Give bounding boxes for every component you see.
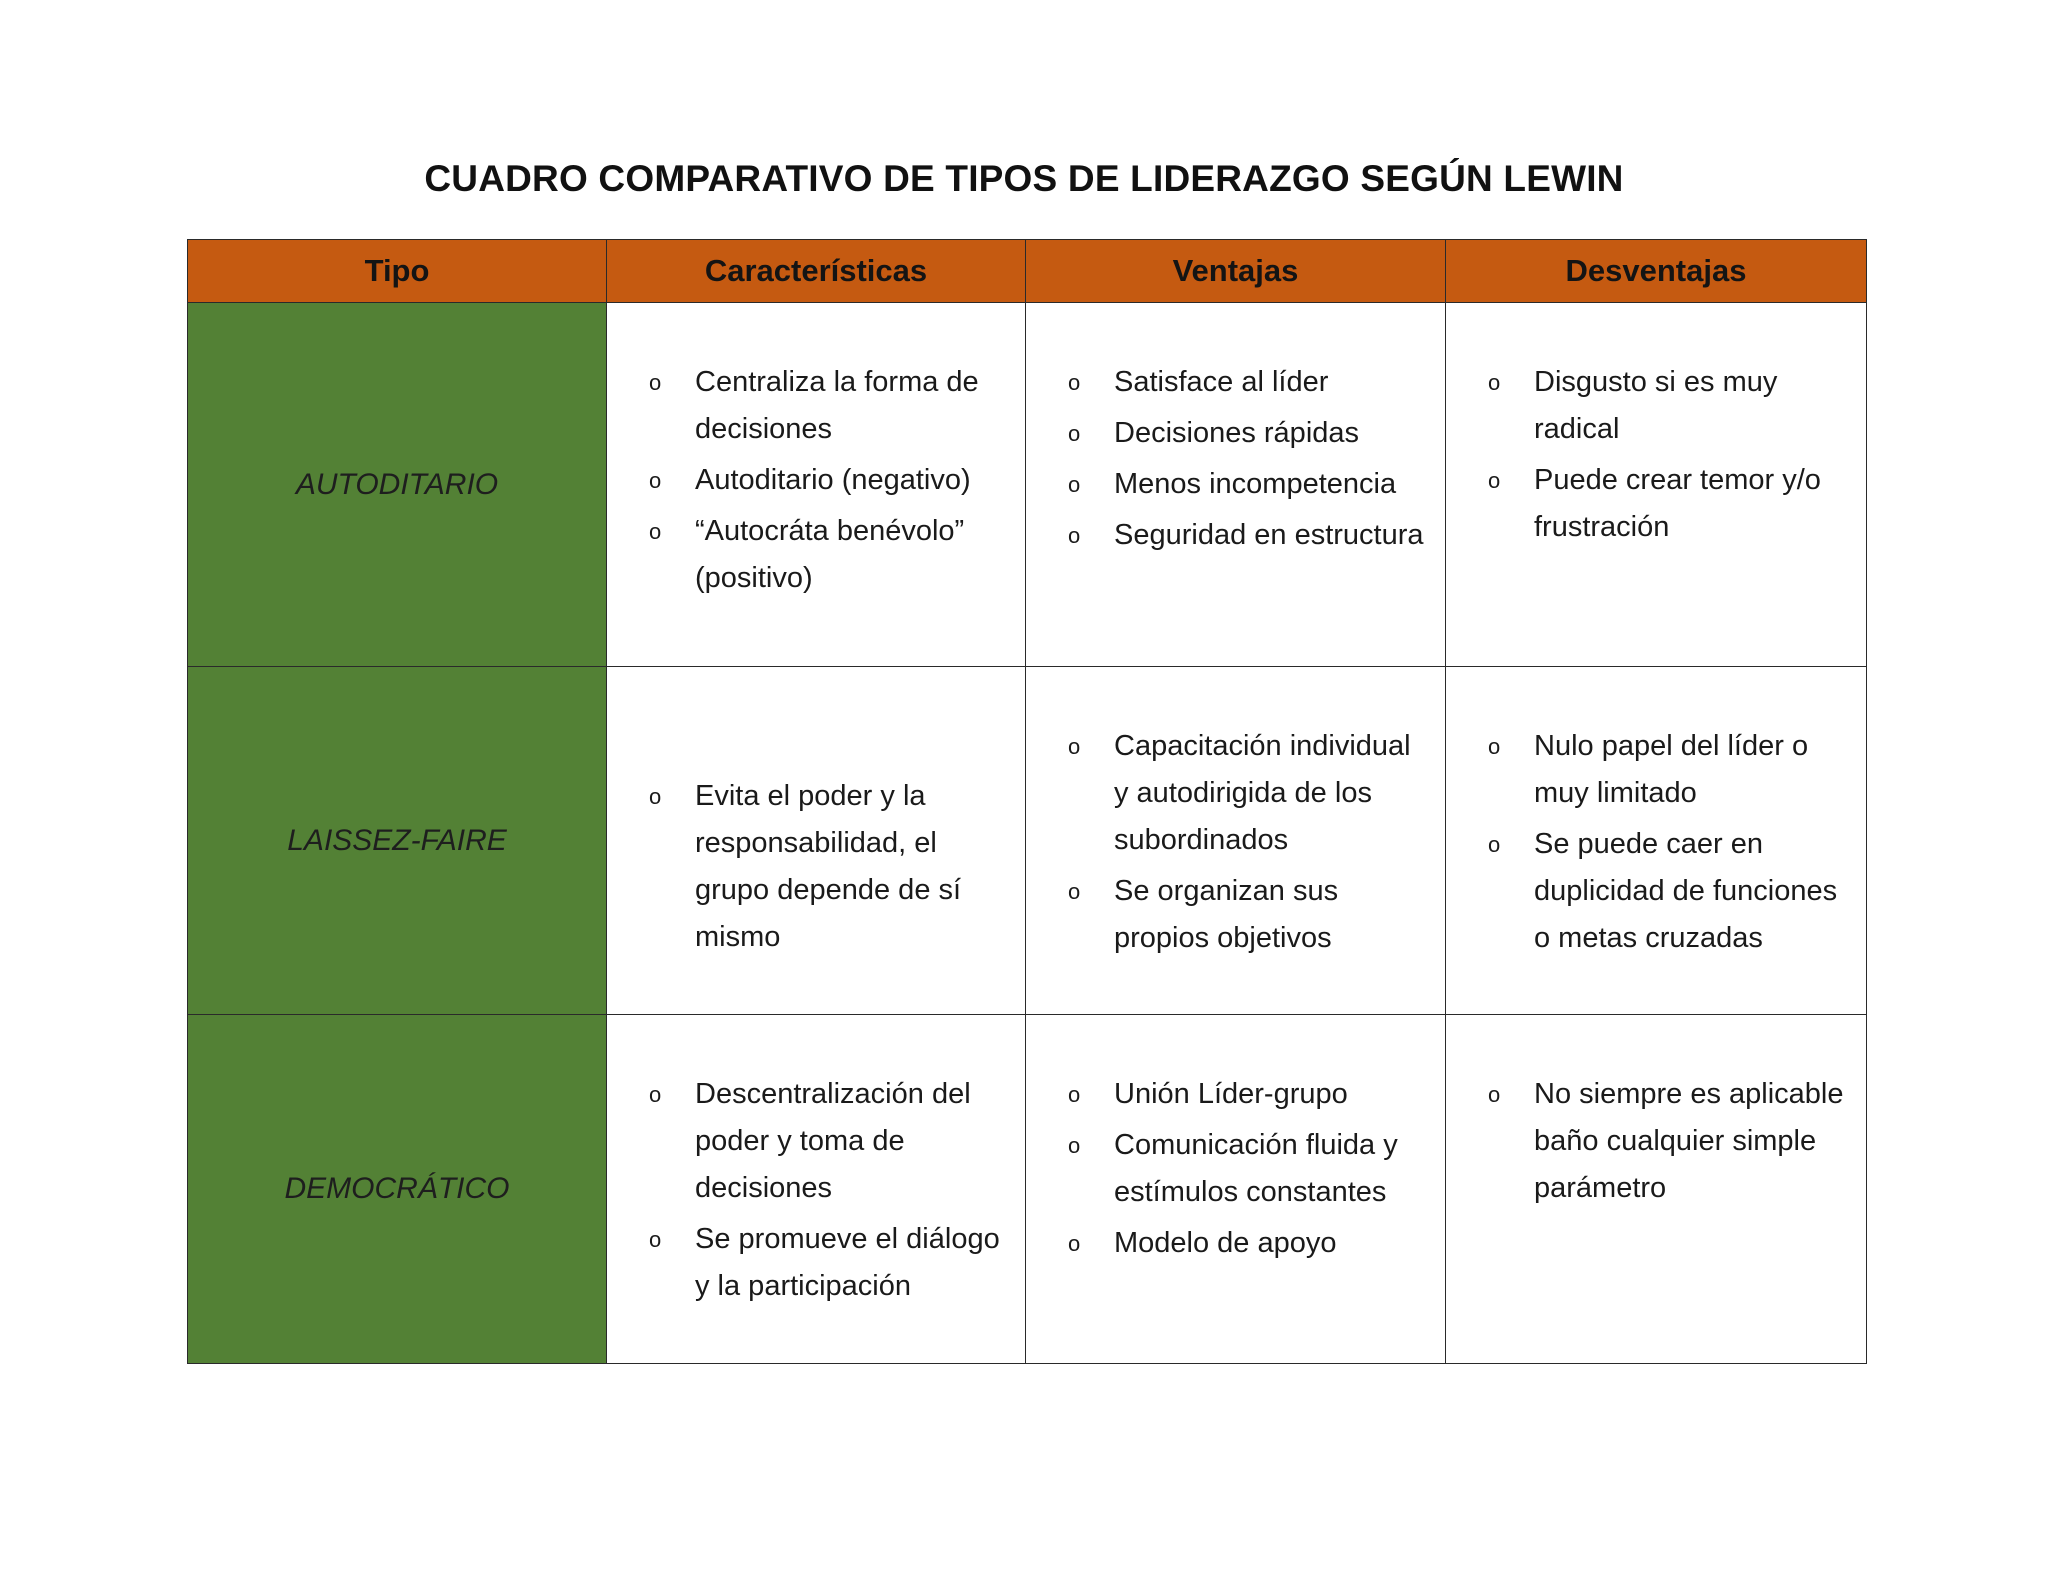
bullet-list [607,1015,1025,1310]
caracteristicas-cell [607,1015,1026,1364]
list-item [1068,868,1431,962]
circle-bullet-icon [1068,723,1080,770]
list-item [1068,461,1431,508]
circle-bullet-icon [1068,1122,1080,1169]
bullet-list [1446,303,1866,551]
list-item [649,359,1011,453]
list-item-text: Evita el poder y la responsabilidad, el grupo depende de sí mismo [695,780,962,953]
circle-bullet-icon [1068,410,1080,457]
circle-bullet-icon [1488,723,1500,770]
bullet-list [607,667,1025,961]
ventajas-cell [1026,667,1446,1015]
header-ventajas: Ventajas [1026,240,1446,303]
circle-bullet-icon [1068,461,1080,508]
list-item-text: Satisface al líder [1114,366,1329,398]
bullet-list [1026,1015,1445,1267]
caracteristicas-cell [607,667,1026,1015]
circle-bullet-icon [649,508,661,555]
circle-bullet-icon [1068,868,1080,915]
list-item [1488,723,1852,817]
table-row [188,1015,1867,1364]
list-item-text: Autoditario (negativo) [695,464,971,496]
circle-bullet-icon [649,773,661,820]
circle-bullet-icon [1068,512,1080,559]
list-item-text: Se promueve el diálogo y la participación [695,1223,1000,1302]
list-item [1068,359,1431,406]
circle-bullet-icon [1068,1071,1080,1118]
list-item-text: Disgusto si es muy radical [1534,366,1778,445]
list-item [649,773,1011,961]
list-item [649,508,1011,602]
comparison-table [187,239,1867,1364]
list-item [649,1071,1011,1212]
desventajas-cell [1446,303,1867,667]
circle-bullet-icon [649,1216,661,1263]
bullet-list [1026,303,1445,559]
list-item [1068,1122,1431,1216]
list-item-text: Puede crear temor y/o frustración [1534,464,1821,543]
list-item-text: Comunicación fluida y estímulos constantes [1114,1129,1398,1208]
list-item-text: Capacitación individual y autodirigida de los subordinados [1114,730,1411,856]
list-item-text: Menos incompetencia [1114,468,1397,500]
circle-bullet-icon [649,359,661,406]
header-tipo: Tipo [188,240,607,303]
list-item-text: Centraliza la forma de decisiones [695,366,979,445]
list-item [1068,410,1431,457]
list-item-text: Descentralización del poder y toma de decisiones [695,1078,971,1204]
list-item-text: Unión Líder-grupo [1114,1078,1348,1110]
circle-bullet-icon [649,1071,661,1118]
list-item-text: No siempre es aplicable baño cualquier simple parámetro [1534,1078,1844,1204]
list-item-text: Se puede caer en duplicidad de funciones o metas cruzadas [1534,828,1838,954]
table-row [188,303,1867,667]
list-item-text: “Autocráta benévolo” (positivo) [695,515,965,594]
header-desventajas: Desventajas [1446,240,1867,303]
list-item [1068,1071,1431,1118]
list-item [649,1216,1011,1310]
table-row [188,667,1867,1015]
circle-bullet-icon [1068,359,1080,406]
circle-bullet-icon [1068,1220,1080,1267]
bullet-list [1446,1015,1866,1212]
desventajas-cell [1446,667,1867,1015]
list-item [1068,1220,1431,1267]
list-item [649,457,1011,504]
type-cell-laissez-faire: LAISSEZ-FAIRE [188,667,607,1015]
header-caracteristicas: Características [607,240,1026,303]
list-item-text: Se organizan sus propios objetivos [1114,875,1339,954]
list-item-text: Modelo de apoyo [1114,1227,1337,1259]
list-item [1068,512,1431,559]
bullet-list [1026,667,1445,962]
page-title: CUADRO COMPARATIVO DE TIPOS DE LIDERAZGO SEGÚN LEWIN [424,158,1624,199]
list-item [1488,359,1852,453]
ventajas-cell [1026,1015,1446,1364]
bullet-list [607,303,1025,602]
circle-bullet-icon [1488,359,1500,406]
circle-bullet-icon [1488,1071,1500,1118]
list-item [1068,723,1431,864]
list-item [1488,457,1852,551]
list-item [1488,821,1852,962]
list-item [1488,1071,1852,1212]
type-cell-democratico: DEMOCRÁTICO [188,1015,607,1364]
table-header-row [188,240,1867,303]
caracteristicas-cell [607,303,1026,667]
list-item-text: Decisiones rápidas [1114,417,1360,449]
desventajas-cell [1446,1015,1867,1364]
circle-bullet-icon [1488,457,1500,504]
list-item-text: Seguridad en estructura [1114,519,1424,551]
circle-bullet-icon [649,457,661,504]
circle-bullet-icon [1488,821,1500,868]
ventajas-cell [1026,303,1446,667]
bullet-list [1446,667,1866,962]
type-cell-autoditario: AUTODITARIO [188,303,607,667]
list-item-text: Nulo papel del líder o muy limitado [1534,730,1809,809]
